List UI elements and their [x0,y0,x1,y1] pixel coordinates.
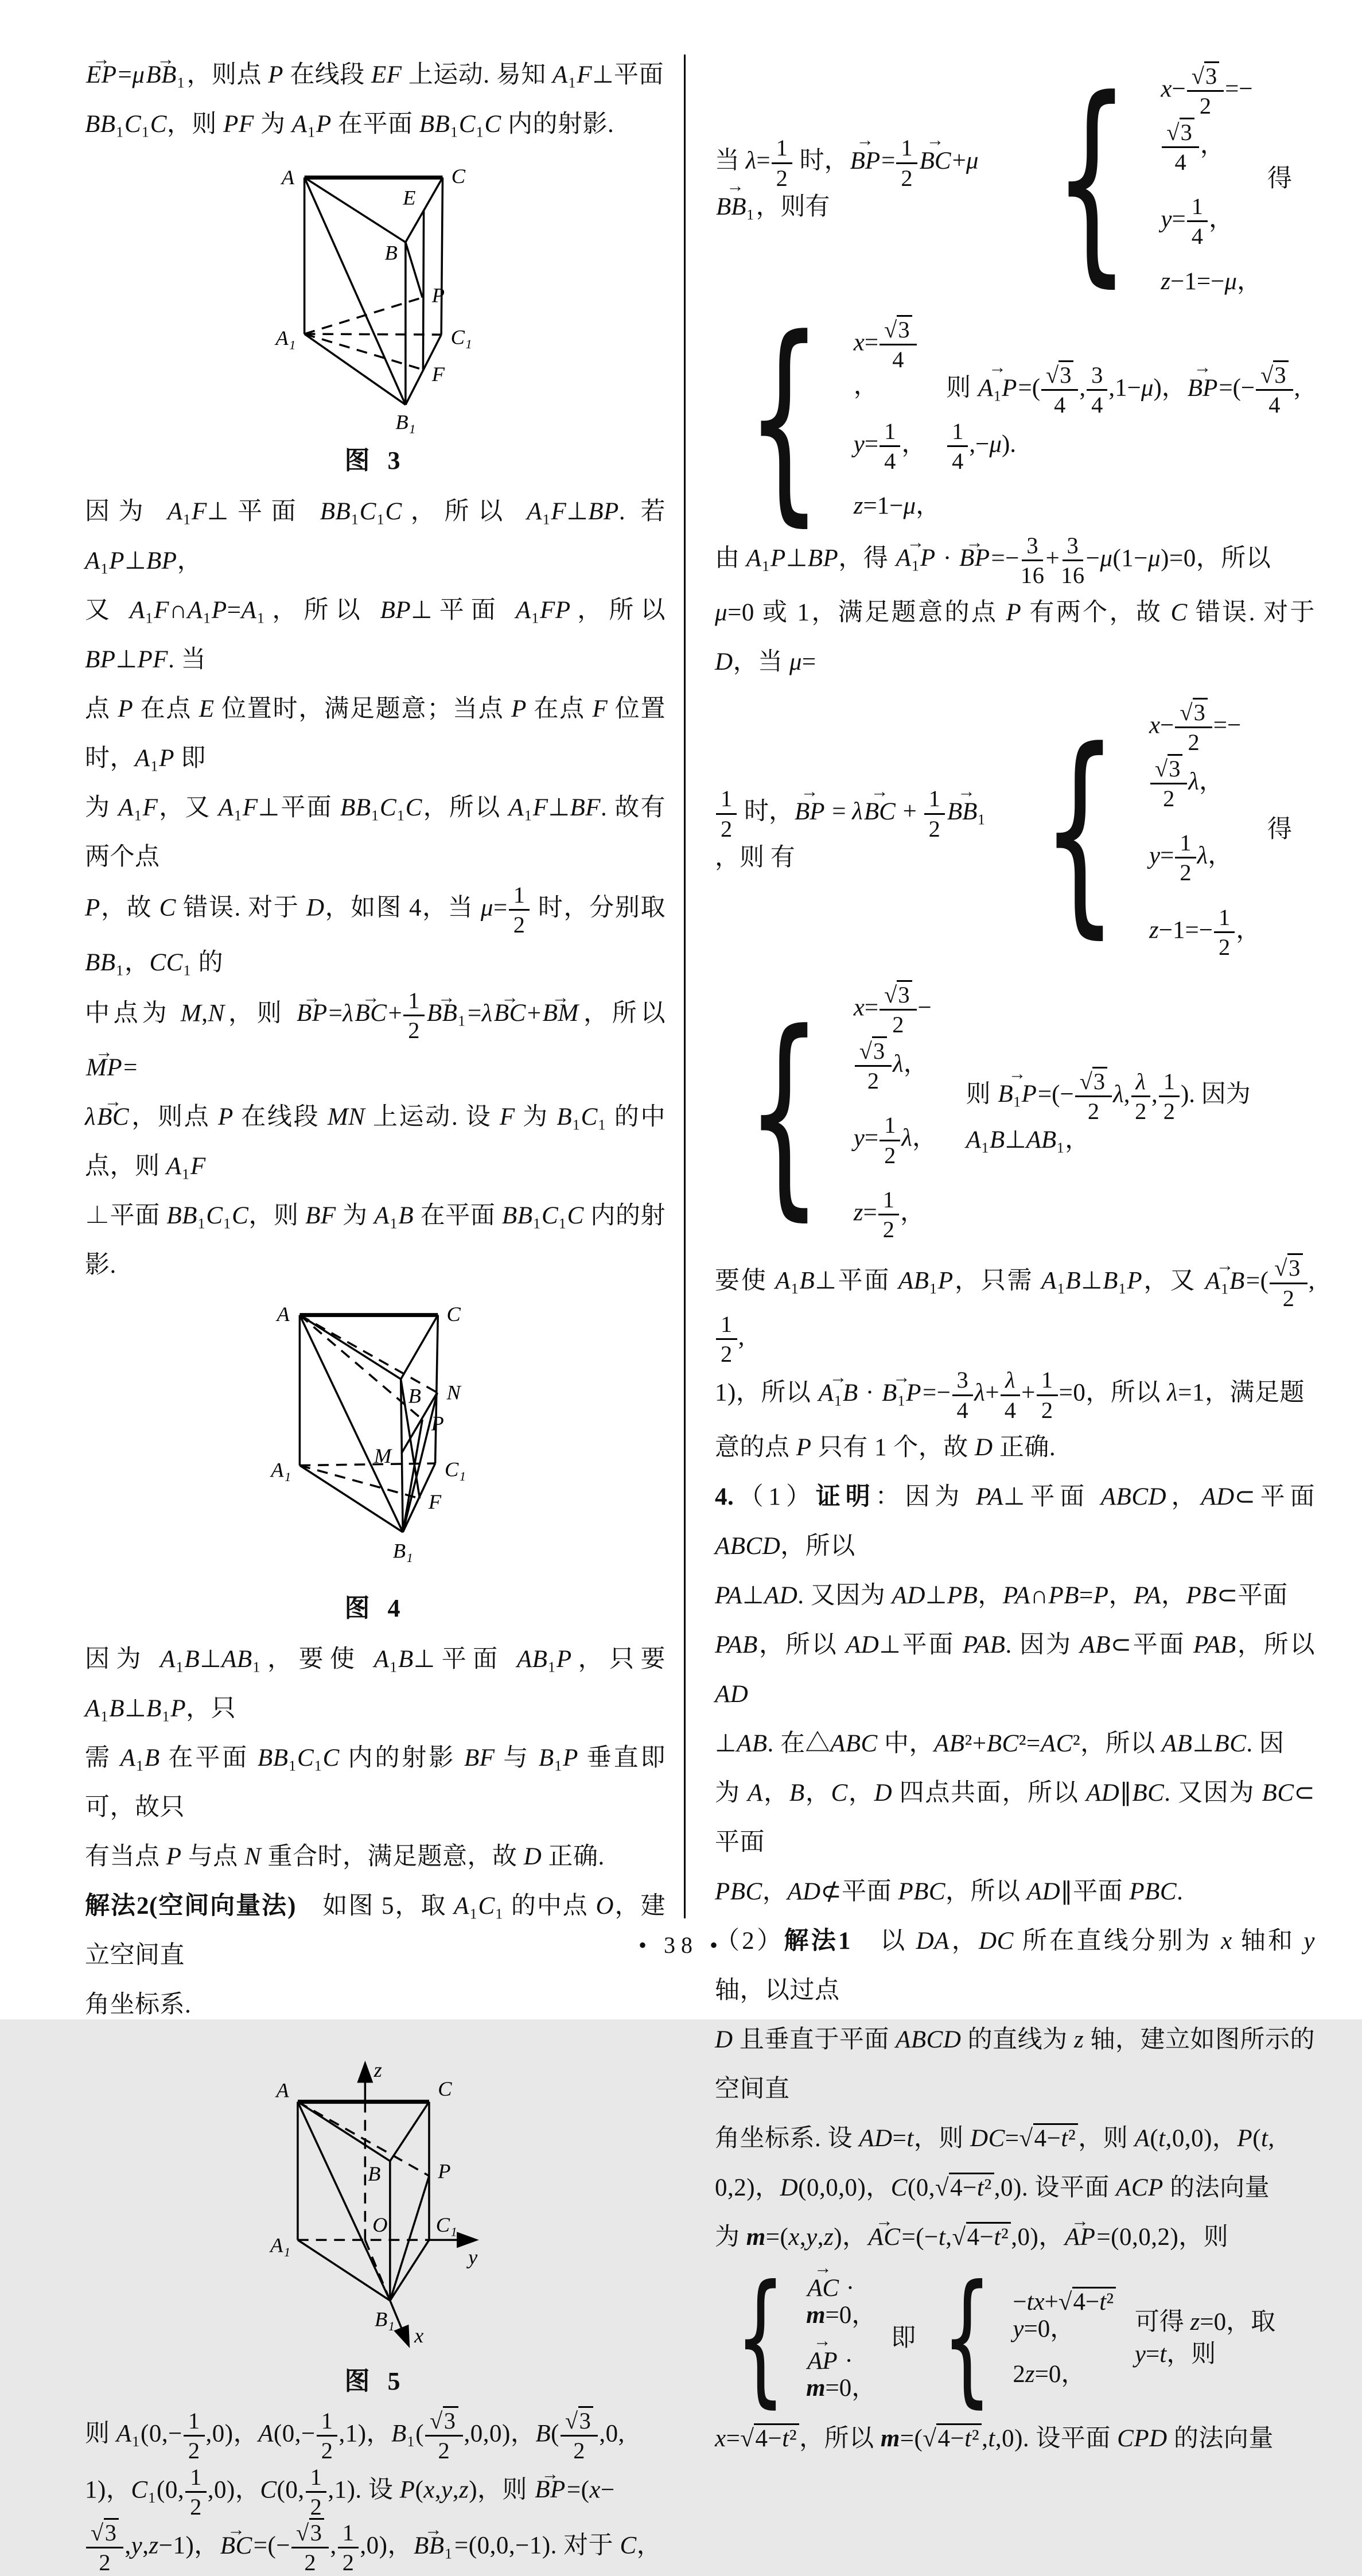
radical: √3 [884,980,912,1008]
fig5-label-x: x [414,2324,424,2347]
figure-3-caption: 图 3 [344,446,406,475]
equation-system [715,973,960,1252]
vector: AC → [869,2213,901,2262]
radical: √3 [1180,698,1207,725]
system-equation: z=1−μ， [853,492,941,520]
fig5-label-y: y [468,2245,478,2269]
fraction: $\frac{3}{16}$ [1021,532,1045,588]
text-line: 又 A₁F∩A₁P=A₁，所以 BP⊥平面 A₁FP，所以 BP⊥PF. 当 [85,597,666,673]
vector: AP → [1065,2213,1096,2262]
fig3-label-A: A [281,166,294,189]
fraction: $\frac{√3}{4}$ [1256,362,1293,418]
vector: A₁P → [978,372,1017,405]
system-equation: −tx+√4−t² y=0， [1013,2289,1129,2343]
text-line: 则 A₁(0,− $\frac{1}{2}$ ,0)，A(0,− $\frac{1}{2}$ ,1)，B₁( $\frac{√3}{2}$ ,0,0)，B( $\frac{√3}{2}$ ,0, [85,2408,666,2464]
radical: √4−t² [1019,2123,1079,2152]
vector: BB₁ → [427,989,466,1038]
fraction: $\frac{1}{4}$ [947,418,968,475]
equation-system [715,291,941,546]
fig4-label-A1: A₁ [271,1458,291,1482]
fraction: $\frac{1}{2}$ [896,135,917,191]
fraction: $\frac{1}{2}$ [317,2408,338,2464]
figure-5 [85,2038,666,2402]
fig3-label-F: F [431,363,445,386]
fig5-label-O: O [372,2213,388,2237]
fig3-label-P: P [431,283,445,307]
text-line: ⊥平面 BB₁C₁C，则 BF 为 A₁B 在平面 BB₁C₁C 内的射影. [85,1202,666,1279]
prism-diagram-fig3 [85,157,666,437]
radical: √3 [859,1036,887,1064]
left-column [85,50,666,2576]
vector: BP → [1188,372,1218,405]
brace: { [746,985,823,1240]
vector: BM → [543,989,579,1038]
vector: A₁B → [819,1369,858,1418]
radical: √3 [430,2406,458,2434]
fig5-label-A1: A₁ [270,2233,291,2257]
vector: BC → [97,1093,129,1142]
fig3-label-E: E [403,186,416,209]
text-line: μ=0 或 1，满足题意的点 P 有两个，故 C 错误. 对于 D，当 μ= [715,599,1315,676]
text-line: 意的点 P 只有 1 个，故 D 正确. [715,1433,1056,1461]
equation-row [715,291,1315,546]
fraction: $\frac{3}{16}$ [1061,532,1085,588]
vector: BC → [920,145,951,177]
text-line: 1)，所以 A₁B → · B₁P →=− $\frac{3}{4}$ λ+ $\frac{\lambda}{4}$ + $\frac{1}{2}$ =0，所以 λ=1，满足题 [715,1367,1315,1423]
radical: √3 [1046,360,1073,388]
fraction: $\frac{1}{2}$ [184,2408,205,2464]
equation-text: 得 [1267,165,1292,192]
vector: BP → [959,534,990,583]
equation-row [715,690,1315,969]
equation-system [1022,54,1262,304]
radical: √4−t² [1059,2287,1116,2315]
brace: { [735,2254,786,2422]
fig4-label-B: B [408,1384,421,1408]
equation-row [715,973,1315,1252]
equation-system [921,2254,1129,2422]
figure-5-caption: 图 5 [344,2367,406,2396]
fig5-solid-edges [298,2102,429,2301]
radical: √3 [884,315,912,343]
system-equation: y= $\frac{1}{2}$ λ， [1149,830,1233,886]
fig4-label-B1: B₁ [392,1539,413,1563]
fraction: $\frac{1}{2}$ [924,786,945,842]
text-line: λBC →，则点 P 在线段 MN 上运动. 设 F 为 B₁C₁ 的中点，则 A₁F [85,1093,666,1191]
fig4-label-P: P [431,1412,444,1435]
fraction: $\frac{\lambda}{2}$ [1131,1069,1151,1125]
vector: AP → [807,2348,838,2375]
fig5-dashed-edges [298,2102,429,2240]
text-line: PA⊥AD. 又因为 AD⊥PB，PA∩PB=P，PA，PB⊂平面 [715,1582,1288,1609]
fig3-label-B1: B₁ [395,410,416,434]
radical: √3 [1192,61,1219,89]
text-line: 有当点 P 与点 N 重合时，满足题意，故 D 正确. [85,1843,605,1871]
vector: BC → [220,2521,252,2571]
fraction: $\frac{1}{2}$ [338,2520,359,2576]
system-equation: z−1=− $\frac{1}{2}$ ， [1149,904,1261,960]
system-equation: x= $\frac{√3}{4}$ ， [854,317,940,400]
system-equation: y= $\frac{1}{4}$ ， [853,418,927,474]
radical: √3 [1260,360,1288,388]
equation-text: 则 A₁P →=( $\frac{√3}{4}$ , $\frac{3}{4}$ ,1−μ)，BP →=(− $\frac{√3}{4}$ , $\frac{1}{4}$ ,−μ). [946,362,1315,474]
fraction: $\frac{1}{2}$ [1037,1367,1058,1423]
column-divider [684,55,686,1918]
vector: B₁P → [998,1078,1037,1110]
figure-3 [85,157,666,481]
fraction: $\frac{1}{2}$ [1175,830,1196,886]
fraction: $\frac{√3}{4}$ [1041,362,1078,418]
fraction: $\frac{1}{2}$ [880,1112,900,1168]
text-line: BB₁C₁C，则 PF 为 A₁P 在平面 BB₁C₁C 内的射影. [85,111,614,138]
vector: BB₁ → [716,191,755,223]
vector: EP → [86,50,117,100]
brace: { [1053,52,1130,306]
fraction: $\frac{1}{2}$ [306,2464,327,2520]
text-line: （2）解法1 以 DA，DC 所在直线分别为 x 轴和 y 轴，以过点 [715,1927,1315,2004]
fig5-label-C: C [438,2077,452,2101]
fraction: $\frac{√3}{2}$ [425,2408,462,2464]
equation-text: 可得 z=0，取 y=t，则 [1134,2308,1276,2368]
vector: BB₁ → [414,2521,453,2571]
text-line: ⊥AB. 在△ABC 中，AB²+BC²=AC²，所以 AB⊥BC. 因 [715,1730,1285,1757]
system-equation: x= $\frac{√3}{2}$ − $\frac{√3}{2}$ λ， [854,982,960,1094]
system-equation: z−1=−μ， [1161,267,1262,295]
vector: BB₁ → [947,796,986,828]
text-line: 因为 A₁F⊥平面 BB₁C₁C，所以 A₁F⊥BP. 若 A₁P⊥BP， [85,498,666,574]
vector: A₁B → [1205,1257,1245,1306]
equation-text: 即 [891,2324,916,2352]
equation-text: 得 [1267,816,1292,844]
text-line: 4.（1）证明：因为 PA⊥平面 ABCD，AD⊂平面 ABCD，所以 [715,1483,1316,1560]
system-equation: y= $\frac{1}{4}$ ， [1161,193,1233,250]
brace: { [1041,702,1118,957]
fig3-label-A1: A₁ [275,326,296,349]
fig5-label-z: z [373,2058,382,2082]
radical: √4−t² [923,2423,982,2452]
vector: BP → [297,989,328,1038]
text-line: 1)，C₁(0, $\frac{1}{2}$ ,0)，C(0, $\frac{1}{2}$ ,1). 设 P(x,y,z)，则 BP →=(x− [85,2464,666,2520]
text-line: 角坐标系. [85,1991,192,2019]
fraction: $\frac{√3}{2}$ [1150,756,1187,812]
equation-text: $\frac{1}{2}$ 时，BP → = λBC → + $\frac{1}{2}$ BB₁ →，则 有 [715,786,1005,873]
radical: √3 [1155,754,1182,782]
fig3-label-C: C [451,164,466,188]
radical: √3 [1080,1067,1107,1094]
text-line: 解法2(空间向量法) 如图 5，取 A₁C₁ 的中点 O，建立空间直 [85,1893,666,1969]
text-line: 中点为 M,N，则 BP →=λBC →+ $\frac{1}{2}$ BB₁ →=λBC →+BM →，所以 MP →= [85,988,666,1093]
equation-text: 则 B₁P →=(− $\frac{√3}{2}$ λ, $\frac{\lambda}{2}$ , $\frac{1}{2}$ ). 因为 A₁B⊥AB₁， [966,1069,1315,1156]
system-equation: z= $\frac{1}{2}$ ， [853,1186,925,1243]
fraction: $\frac{1}{2}$ [772,135,792,191]
fraction: $\frac{√3}{2}$ [1175,700,1212,756]
fraction: $\frac{√3}{2}$ [291,2520,329,2576]
fraction: $\frac{√3}{4}$ [1162,119,1198,176]
figure-4-caption: 图 4 [344,1594,406,1623]
vector: A₁P → [896,534,936,583]
radical: √3 [565,2406,593,2434]
vector: BP → [850,145,881,177]
fig4-label-C1: C₁ [445,1458,466,1481]
radical: √4−t² [952,2222,1011,2251]
vector: BC → [355,989,387,1038]
fraction: $\frac{√3}{2}$ [1187,63,1224,119]
equation-text: 当 λ= $\frac{1}{2}$ 时，BP →= $\frac{1}{2}$ BC →+μBB₁ →，则有 [715,135,1017,223]
text-line: 需 A₁B 在平面 BB₁C₁C 内的射影 BF 与 B₁P 垂直即可，故只 [85,1744,666,1821]
text-line: P，故 C 错误. 对于 D，如图 4，当 μ= $\frac{1}{2}$ 时，分别取 BB₁，CC₁ 的 [85,882,666,976]
text-line: PAB，所以 AD⊥平面 PAB. 因为 AB⊂平面 PAB，所以 AD [715,1631,1316,1708]
fig4-label-A: A [277,1303,290,1326]
fraction: $\frac{1}{2}$ [878,1187,899,1243]
radical: √3 [1274,1253,1302,1281]
fig3-solid-edges [305,177,443,405]
fraction: $\frac{1}{2}$ [509,882,530,938]
system-equation: y= $\frac{1}{2}$ λ， [853,1112,937,1168]
fraction: $\frac{1}{2}$ [716,786,737,842]
fraction: $\frac{√3}{2}$ [1270,1255,1307,1311]
text-line: 为 m=(x,y,z)，AC →=(−t,√4−t²,0)，AP →=(0,0,2)，则 [715,2213,1315,2262]
fraction: $\frac{3}{4}$ [1087,362,1107,418]
radical: √3 [91,2518,119,2546]
fraction: $\frac{√3}{2}$ [561,2408,598,2464]
text-line: 为 A，B，C，D 四点共面，所以 AD∥BC. 又因为 BC⊂平面 [715,1779,1316,1856]
fraction: $\frac{√3}{2}$ [880,982,916,1038]
text-line: 0,2)，D(0,0,0)，C(0,√4−t²,0). 设平面 ACP 的法向量 [715,2163,1315,2213]
system-equation: AC → · m=0， [806,2275,885,2329]
system-equation: x− $\frac{√3}{2}$ =− $\frac{√3}{2}$ λ， [1149,700,1262,811]
text-line: EP →=μBB₁ →，则点 P 在线段 EF 上运动. 易知 A₁F⊥平面 [85,50,666,100]
vector: BB₁ → [146,50,185,100]
text-line: 因为 A₁B⊥AB₁，要使 A₁B⊥平面 AB₁P，只要 A₁B⊥B₁P，只 [85,1646,666,1723]
fraction: $\frac{\lambda}{4}$ [1001,1367,1020,1423]
fraction: $\frac{1}{2}$ [716,1311,737,1367]
fraction: $\frac{√3}{4}$ [880,317,916,373]
radical: √4−t² [935,2173,994,2201]
fraction: $\frac{3}{4}$ [952,1367,974,1423]
equation-row [715,2254,1315,2422]
prism-diagram-fig5 [85,2038,666,2357]
fraction: $\frac{1}{4}$ [880,418,900,475]
brace: { [942,2254,993,2422]
fig5-label-B1: B₁ [374,2307,395,2331]
equation-row [715,54,1315,304]
fraction: $\frac{√3}{2}$ [1075,1069,1112,1125]
fraction: $\frac{√3}{2}$ [855,1038,892,1094]
fig4-label-M: M [373,1444,392,1468]
page-number: • 38 • [638,1932,723,1958]
fig3-label-B: B [384,241,398,265]
vector: AC → [807,2275,839,2302]
radical: √4−t² [740,2423,799,2452]
text-line: $\frac{√3}{2}$ ,y,z−1)，BC →=(− $\frac{√3}{2}$ , $\frac{1}{2}$ ,0)，BB₁ →=(0,0,−1). 对于 C， [85,2520,666,2576]
fig5-label-C1: C₁ [435,2213,457,2237]
system-equation: x− $\frac{√3}{2}$ =− $\frac{√3}{4}$ ， [1161,63,1262,175]
system-equation: 2z=0， [1013,2361,1086,2388]
radical: √3 [1166,118,1194,145]
fig3-label-C1: C₁ [450,325,472,349]
text-line: D 且垂直于平面 ABCD 的直线为 z 轴，建立如图所示的空间直 [715,2026,1316,2103]
text-line: x=√4−t²，所以 m=(√4−t²,t,0). 设平面 CPD 的法向量 [715,2414,1315,2464]
vector: BC → [494,989,526,1038]
text-line: 角坐标系. 设 AD=t，则 DC=√4−t²，则 A(t,0,0)，P(t, [715,2114,1315,2163]
fraction: $\frac{1}{2}$ [403,988,425,1044]
equation-system [715,2254,885,2422]
fraction: $\frac{1}{2}$ [1159,1069,1180,1125]
text-line: 点 P 在点 E 位置时，满足题意；当点 P 在点 F 位置时，A₁P 即 [85,696,666,772]
fig4-label-C: C [446,1303,461,1326]
vector: BC → [864,796,896,828]
figure-4 [85,1298,666,1629]
fig4-solid-edges [299,1315,438,1532]
vector: MP → [86,1043,122,1093]
fig5-label-P: P [438,2159,451,2183]
fig5-label-A: A [276,2078,289,2102]
fraction: $\frac{√3}{2}$ [86,2520,123,2576]
fig4-label-F: F [428,1490,442,1513]
right-column [715,50,1315,2464]
vector: BP → [535,2465,566,2515]
text-line: 要使 A₁B⊥平面 AB₁P，只需 A₁B⊥B₁P，又 A₁B →=( $\frac{√3}{2}$ , $\frac{1}{2}$ , [715,1255,1315,1367]
vector: BP → [795,796,825,828]
text-line: 由 A₁P⊥BP，得 A₁P → · BP →=− $\frac{3}{16}$ + $\frac{3}{16}$ −μ(1−μ)=0，所以 [715,533,1315,589]
brace: { [746,291,823,546]
text-line: 为 A₁F，又 A₁F⊥平面 BB₁C₁C，所以 A₁F⊥BF. 故有两个点 [85,794,666,871]
fraction: $\frac{1}{2}$ [185,2464,207,2520]
text-line: PBC，AD⊄平面 PBC，所以 AD∥平面 PBC. [715,1878,1184,1905]
fraction: $\frac{1}{2}$ [1214,904,1235,961]
fig4-label-N: N [446,1381,461,1404]
system-equation: AP → · m=0， [806,2348,885,2402]
fig5-label-B: B [368,2162,381,2186]
vector: B₁P → [882,1369,921,1418]
fraction: $\frac{1}{4}$ [1187,193,1208,250]
equation-system [1010,690,1262,969]
radical: √3 [296,2518,324,2546]
prism-diagram-fig4 [85,1298,666,1584]
